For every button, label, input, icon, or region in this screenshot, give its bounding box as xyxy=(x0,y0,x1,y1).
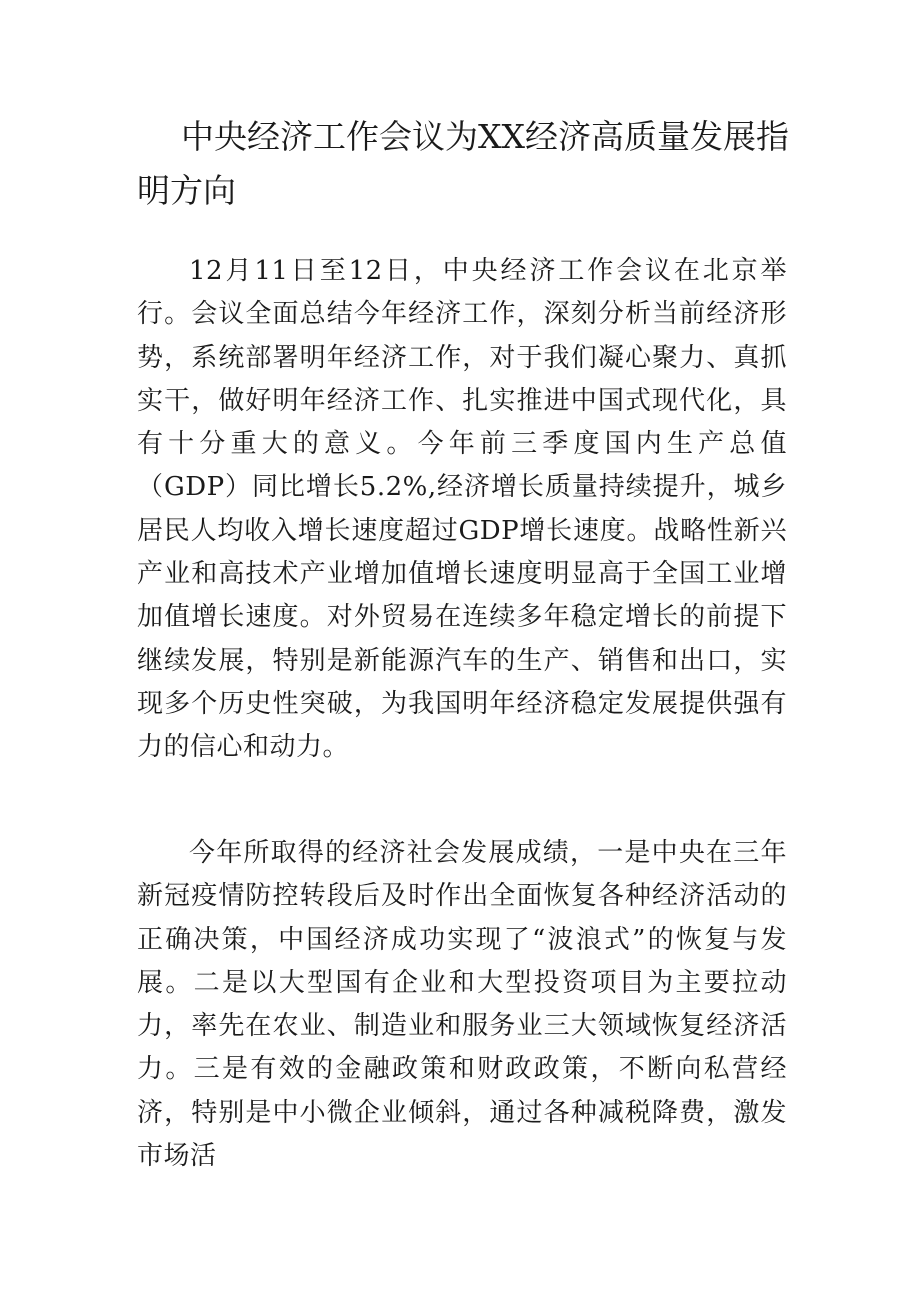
paragraph-2: 今年所取得的经济社会发展成绩，一是中央在三年新冠疫情防控转段后及时作出全面恢复各种经济活动的正确决策，中国经济成功实现了“波浪式”的恢复与发展。二是以大型国有企业和大型投资项目为主要拉动力，率先在农业、制造业和服务业三大领域恢复经济活力。三是有效的金融政策和财政政策，不断向私营经济，特别是中小微企业倾斜，通过各种减税降费，激发市场活 xyxy=(137,838,787,1172)
document-title: 中央经济工作会议为XX经济高质量发展指明方向 xyxy=(137,117,789,210)
paragraph-1: 12月11日至12日，中央经济工作会议在北京举行。会议全面总结今年经济工作，深刻分析当前经济形势，系统部署明年经济工作，对于我们凝心聚力、真抓实干，做好明年经济工作、扎实推进中国式现代化，具有十分重大的意义。今年前三季度国内生产总值（GDP）同比增长5.2%,经济增长质量持续提升，城乡居民人均收入增长速度超过GDP增长速度。战略性新兴产业和高技术产业增加值增长速度明显高于全国工业增加值增长速度。对外贸易在连续多年稳定增长的前提下继续发展，特别是新能源汽车的生产、销售和出口，实现多个历史性突破，为我国明年经济稳定发展提供强有力的信心和动力。 xyxy=(137,256,787,763)
